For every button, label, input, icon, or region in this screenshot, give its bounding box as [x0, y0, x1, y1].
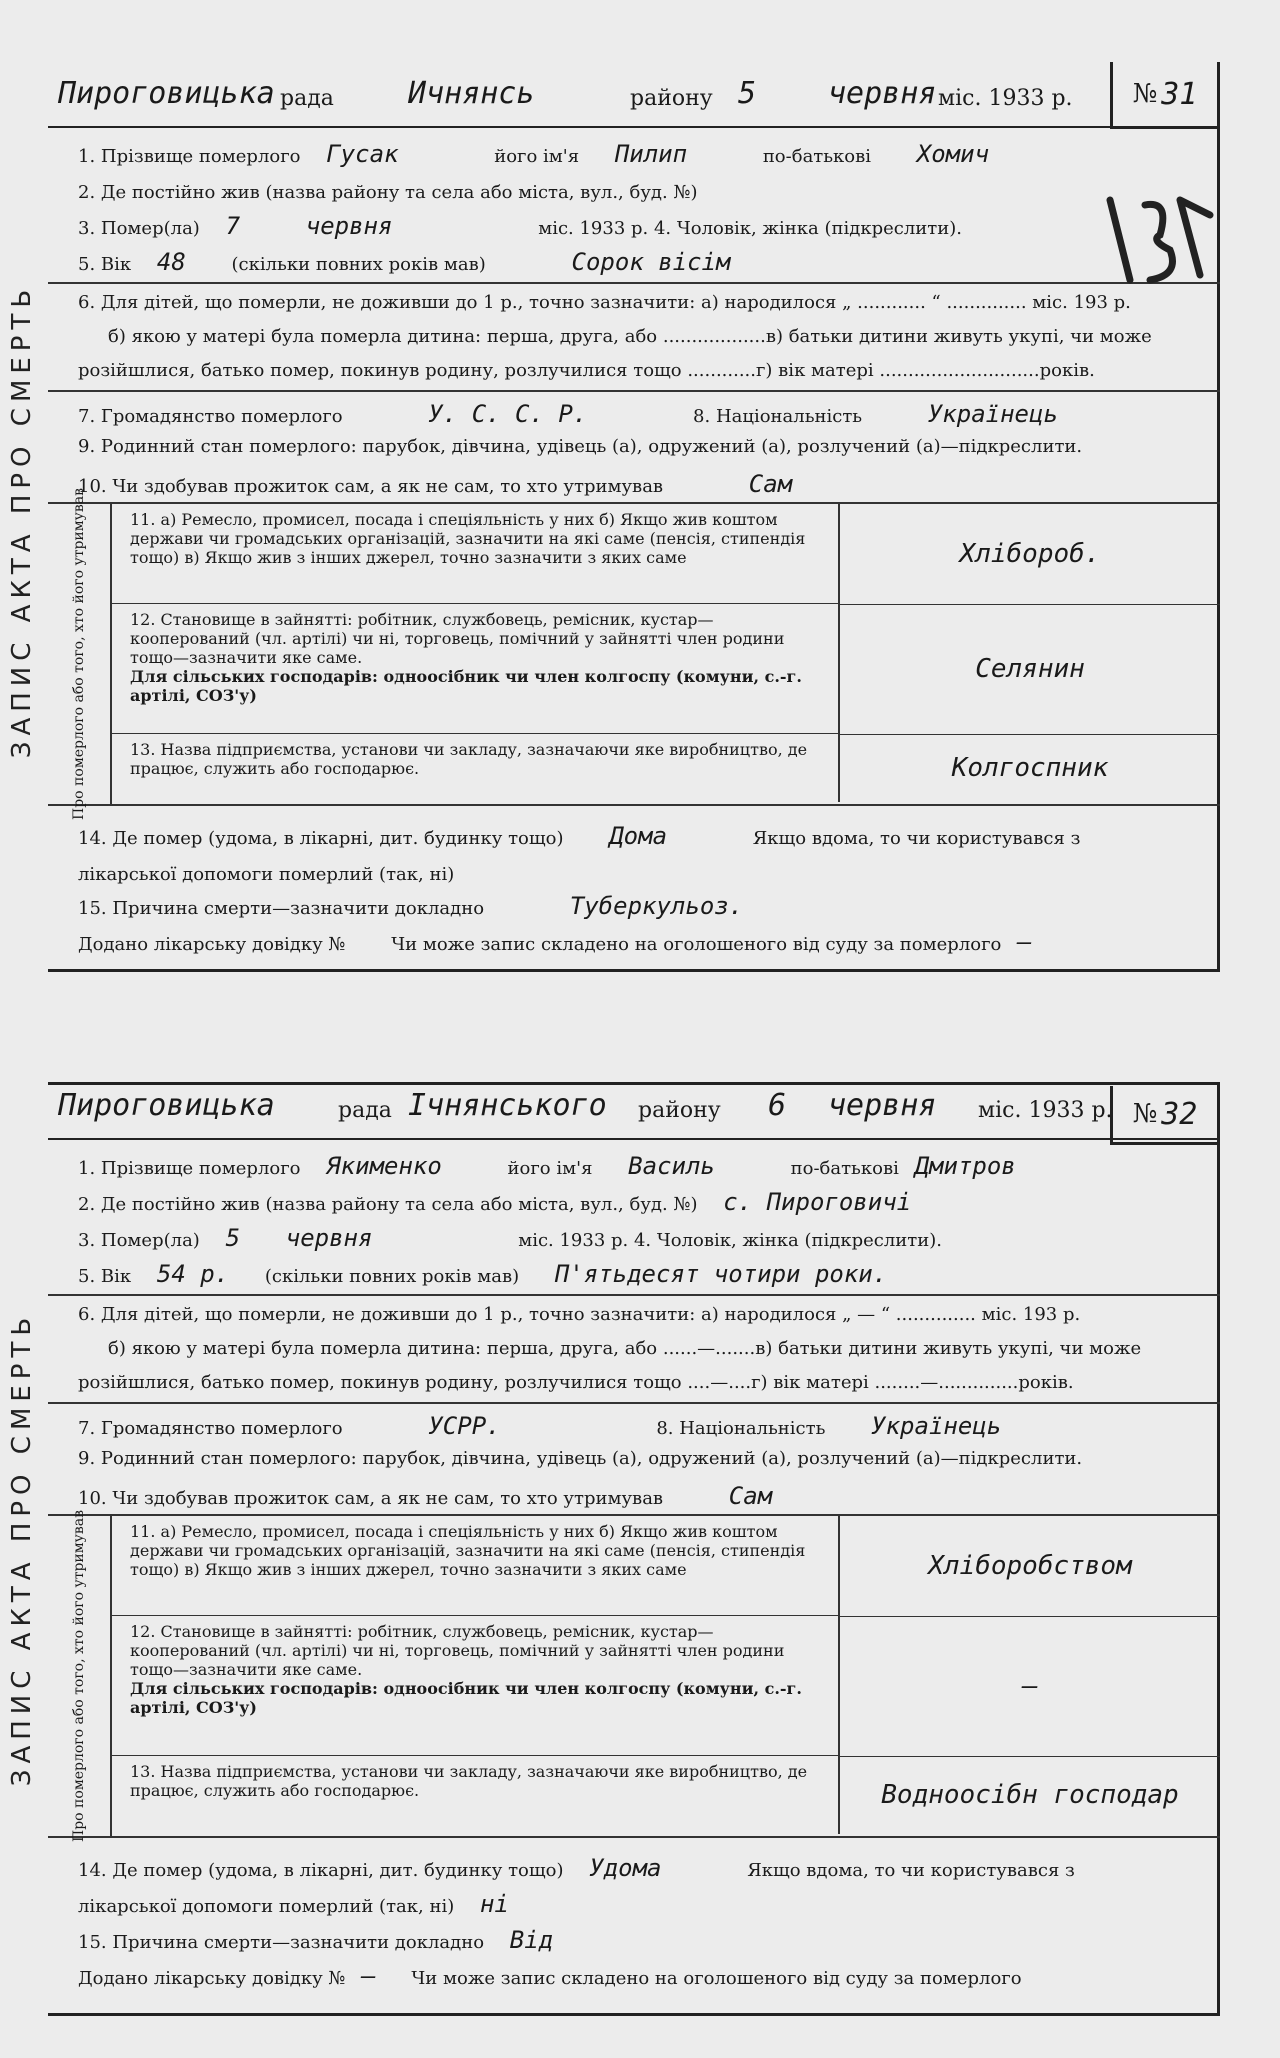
q12-text: [110, 604, 840, 734]
divider: [48, 282, 1220, 284]
marital-status-line: 9. Родинний стан померлого: парубок, дівчина, удівець (а), одружений (а), розлучений (а)—підкреслити.: [78, 436, 1083, 457]
citizenship-label: 7. Громадянство померлого: [78, 406, 343, 427]
q12-text: [110, 1616, 840, 1756]
q12-answer: Селянин: [838, 604, 1220, 735]
age-value: 54 р.: [156, 1260, 230, 1288]
patronymic-label: по-батькові: [790, 1158, 899, 1179]
surname-label: 1. Прізвище померлого: [78, 1158, 301, 1179]
year-label: міс. 1933 р.: [938, 86, 1073, 111]
citizenship-label: 7. Громадянство померлого: [78, 1418, 343, 1439]
place-value: Дома: [609, 822, 668, 850]
child-line-a: 6. Для дітей, що померли, не доживши до 1 р., точно зазначити: а) народилося „ ............ “ .............. міс. 193 р.: [78, 292, 1131, 313]
nationality-label: 8. Національність: [656, 1418, 826, 1439]
q12-answer: —: [838, 1616, 1220, 1757]
divider: [48, 1294, 1220, 1296]
line-1: [78, 140, 1212, 168]
death-day: 5: [225, 1224, 241, 1252]
occupation-box: [48, 488, 1220, 820]
month-handwritten: червня: [828, 76, 937, 111]
line-15: [78, 1926, 1212, 1954]
death-label: 3. Помер(ла): [78, 218, 200, 239]
district-label: району: [630, 86, 713, 111]
death-day: 7: [225, 212, 241, 240]
child-line-a: 6. Для дітей, що померли, не доживши до 1 р., точно зазначити: а) народилося „ — “ .............. міс. 193 р.: [78, 1304, 1081, 1325]
occupation-vertical-label: Про померлого або того, хто його утримував: [48, 1516, 112, 1836]
line-3: [78, 212, 1212, 240]
q11-answer: Хлібороб.: [838, 504, 1220, 605]
patronymic-value: Дмитров: [914, 1152, 1016, 1180]
line-10: [78, 1482, 1212, 1510]
age-note: (скільки повних років мав): [264, 1266, 520, 1287]
line-10: [78, 470, 1212, 498]
patronymic-value: Хомич: [916, 140, 990, 168]
archive-pencil-mark: [1090, 180, 1220, 290]
council-handwritten: Пироговицька: [58, 76, 275, 111]
q12-farmers: Для сільських господарів: одноосібник чи член колгоспу (комуни, с.-г. артілі, СОЗ'у): [130, 667, 802, 705]
divider: [48, 390, 1220, 392]
child-line-b: б) якою у матері була померла дитина: перша, друга, або ......—.......в) батьки дитини живуть укупі, чи може: [108, 1338, 1142, 1359]
nationality-label: 8. Національність: [693, 406, 863, 427]
court-label: Чи може запис складено на оголошеного від суду за померлого: [391, 934, 1002, 955]
surname-label: 1. Прізвище померлого: [78, 146, 301, 167]
certificate-label: Додано лікарську довідку №: [78, 934, 346, 955]
court-label: Чи може запис складено на оголошеного від суду за померлого: [411, 1968, 1022, 1989]
residence-value: с. Пироговичі: [723, 1188, 912, 1216]
certificate-label: Додано лікарську довідку №: [78, 1968, 346, 1989]
number-handwritten: 31: [1161, 76, 1198, 112]
cause-value: Від: [509, 1926, 554, 1954]
nationality-value: Українець: [871, 1412, 1002, 1440]
child-line-b: б) якою у матері була померла дитина: перша, друга, або ..................в) батьки дитини живуть укупі, чи може: [108, 326, 1152, 347]
q13-text: 13. Назва підприємства, установи чи закладу, зазначаючи яке виробництво, де працює, служить або господарює.: [130, 1762, 808, 1800]
q11-answer: Хліборобством: [838, 1516, 1220, 1617]
nationality-value: Українець: [927, 400, 1058, 428]
support-label: 10. Чи здобував прожиток сам, а як не сам, то хто утримував: [78, 1488, 664, 1509]
record-header: [48, 1082, 1220, 1140]
medical-help-label: лікарської допомоги померлий (так, ні): [78, 1896, 455, 1917]
q13-answer: Водноосібн господар: [838, 1756, 1220, 1834]
day-handwritten: 5: [738, 76, 757, 111]
line-14: [78, 1854, 1212, 1882]
number-handwritten: 32: [1161, 1096, 1198, 1132]
place-value: Удома: [589, 1854, 662, 1882]
citizenship-value: У. С. С. Р.: [428, 400, 588, 428]
q13-answer: Колгоспник: [838, 734, 1220, 802]
patronymic-label: по-батькові: [762, 146, 872, 167]
district-handwritten: Ічнянського: [408, 1088, 607, 1123]
line-15: [78, 892, 1212, 920]
district-label: району: [638, 1098, 721, 1123]
death-month: червня: [285, 1224, 373, 1252]
citizenship-value: УСРР.: [428, 1412, 501, 1440]
support-value: Сам: [728, 1482, 773, 1510]
death-record-31: [8, 70, 1220, 972]
court-value: —: [1017, 928, 1032, 956]
line-14: [78, 822, 1212, 850]
q12-main: 12. Становище в зайнятті: робітник, службовець, ремісник, кустар—кооперований (чл. артілі) чи ні, торговець, помічний у зайнятті член родини тощо—зазначити яке саме.: [130, 610, 785, 667]
line-16: [78, 928, 1212, 956]
line-3: [78, 1224, 1212, 1252]
line-16: [78, 1962, 1212, 1990]
line-5: [78, 1260, 1212, 1288]
council-handwritten: Пироговицька: [58, 1088, 275, 1123]
age-words: Сорок вісім: [571, 248, 731, 276]
age-label: 5. Вік: [78, 254, 132, 275]
line-2: [78, 1188, 1212, 1216]
child-line-c: розійшлися, батько помер, покинув родину, розлучилися тощо ....—....г) вік матері ........—..............років.: [78, 1372, 1074, 1393]
death-record-32: [8, 1082, 1220, 2016]
marital-status-line: 9. Родинний стан померлого: парубок, дівчина, удівець (а), одружений (а), розлучений (а)—підкреслити.: [78, 1448, 1083, 1469]
medical-help-value: ні: [479, 1890, 509, 1918]
support-label: 10. Чи здобував прожиток сам, а як не сам, то хто утримував: [78, 476, 664, 497]
death-month: червня: [305, 212, 393, 240]
day-handwritten: 6: [768, 1088, 787, 1123]
line-5: [78, 248, 1212, 276]
record-number: [1110, 62, 1220, 129]
cause-label: 15. Причина смерти—зазначити докладно: [78, 1932, 485, 1953]
child-line-c: розійшлися, батько помер, покинув родину, розлучилися тощо ............г) вік матері ............................років.: [78, 360, 1095, 381]
number-label: №: [1132, 1099, 1158, 1129]
q12-main: 12. Становище в зайнятті: робітник, службовець, ремісник, кустар—кооперований (чл. артілі) чи ні, торговець, помічний у зайнятті член родини тощо—зазначити яке саме.: [130, 1622, 785, 1679]
age-note: (скільки повних років мав): [231, 254, 486, 275]
name-value: Пилип: [614, 140, 688, 168]
divider: [48, 1402, 1220, 1404]
support-value: Сам: [748, 470, 793, 498]
death-year-sex-label: міс. 1933 р. 4. Чоловік, жінка (підкреслити).: [538, 218, 962, 239]
q11-text: 11. а) Ремесло, промисел, посада і спеціяльність у них б) Якщо жив коштом держави чи громадських організацій, зазначити на які саме (пенсія, стипендія тощо) в) Якщо жив з інших джерел, точно зазначити з яких саме: [110, 504, 840, 604]
surname-value: Гусак: [326, 140, 399, 168]
place-label: 14. Де помер (удома, в лікарні, дит. будинку тощо): [78, 1860, 564, 1881]
certificate-value: —: [361, 1962, 376, 1990]
line-14c: [78, 1890, 1212, 1918]
q12-farmers: Для сільських господарів: одноосібник чи член колгоспу (комуни, с.-г. артілі, СОЗ'у): [130, 1679, 802, 1717]
line-14c: [78, 858, 1212, 886]
side-label: ЗАПИС АКТА ПРО СМЕРТЬ: [7, 1311, 37, 1787]
q13-text: 13. Назва підприємства, установи чи закладу, зазначаючи яке виробництво, де працює, служить або господарює.: [130, 740, 808, 778]
occupation-box: [48, 1510, 1220, 1842]
home-help-label: Якщо вдома, то чи користувався з: [752, 828, 1081, 849]
line-2: [78, 176, 1212, 204]
number-label: №: [1132, 79, 1158, 109]
record-number: [1110, 1086, 1220, 1145]
cause-label: 15. Причина смерти—зазначити докладно: [78, 898, 485, 919]
name-label: його ім'я: [494, 146, 580, 167]
line-7: [78, 400, 1212, 428]
name-value: Василь: [628, 1152, 715, 1180]
age-words: П'ятьдесят чотири роки.: [554, 1260, 888, 1288]
q11-text: 11. а) Ремесло, промисел, посада і спеціяльність у них б) Якщо жив коштом держави чи громадських організацій, зазначити на які саме (пенсія, стипендія тощо) в) Якщо жив з інших джерел, точно зазначити з яких саме: [110, 1516, 840, 1616]
death-label: 3. Помер(ла): [78, 1230, 200, 1251]
residence-label: 2. Де постійно жив (назва району та села або міста, вул., буд. №): [78, 1194, 698, 1215]
cause-value: Туберкульоз.: [569, 892, 744, 920]
line-1: [78, 1152, 1212, 1180]
year-label: міс. 1933 р.: [978, 1098, 1113, 1123]
medical-help-label: лікарської допомоги померлий (так, ні): [78, 864, 455, 885]
side-label: ЗАПИС АКТА ПРО СМЕРТЬ: [7, 283, 37, 759]
age-label: 5. Вік: [78, 1266, 132, 1287]
council-label: рада: [280, 86, 334, 111]
line-7: [78, 1412, 1212, 1440]
place-label: 14. Де помер (удома, в лікарні, дит. будинку тощо): [78, 828, 564, 849]
record-header: [48, 70, 1220, 128]
surname-value: Якименко: [326, 1152, 442, 1180]
occupation-vertical-label: Про померлого або того, хто його утримував: [48, 504, 112, 804]
home-help-label: Якщо вдома, то чи користувався з: [747, 1860, 1075, 1881]
residence-label: 2. Де постійно жив (назва району та села або міста, вул., буд. №): [78, 182, 698, 203]
council-label: рада: [338, 1098, 392, 1123]
district-handwritten: Ичнянсь: [408, 76, 535, 111]
age-value: 48: [156, 248, 186, 276]
name-label: його ім'я: [507, 1158, 593, 1179]
death-year-sex-label: міс. 1933 р. 4. Чоловік, жінка (підкреслити).: [518, 1230, 942, 1251]
month-handwritten: червня: [828, 1088, 937, 1123]
